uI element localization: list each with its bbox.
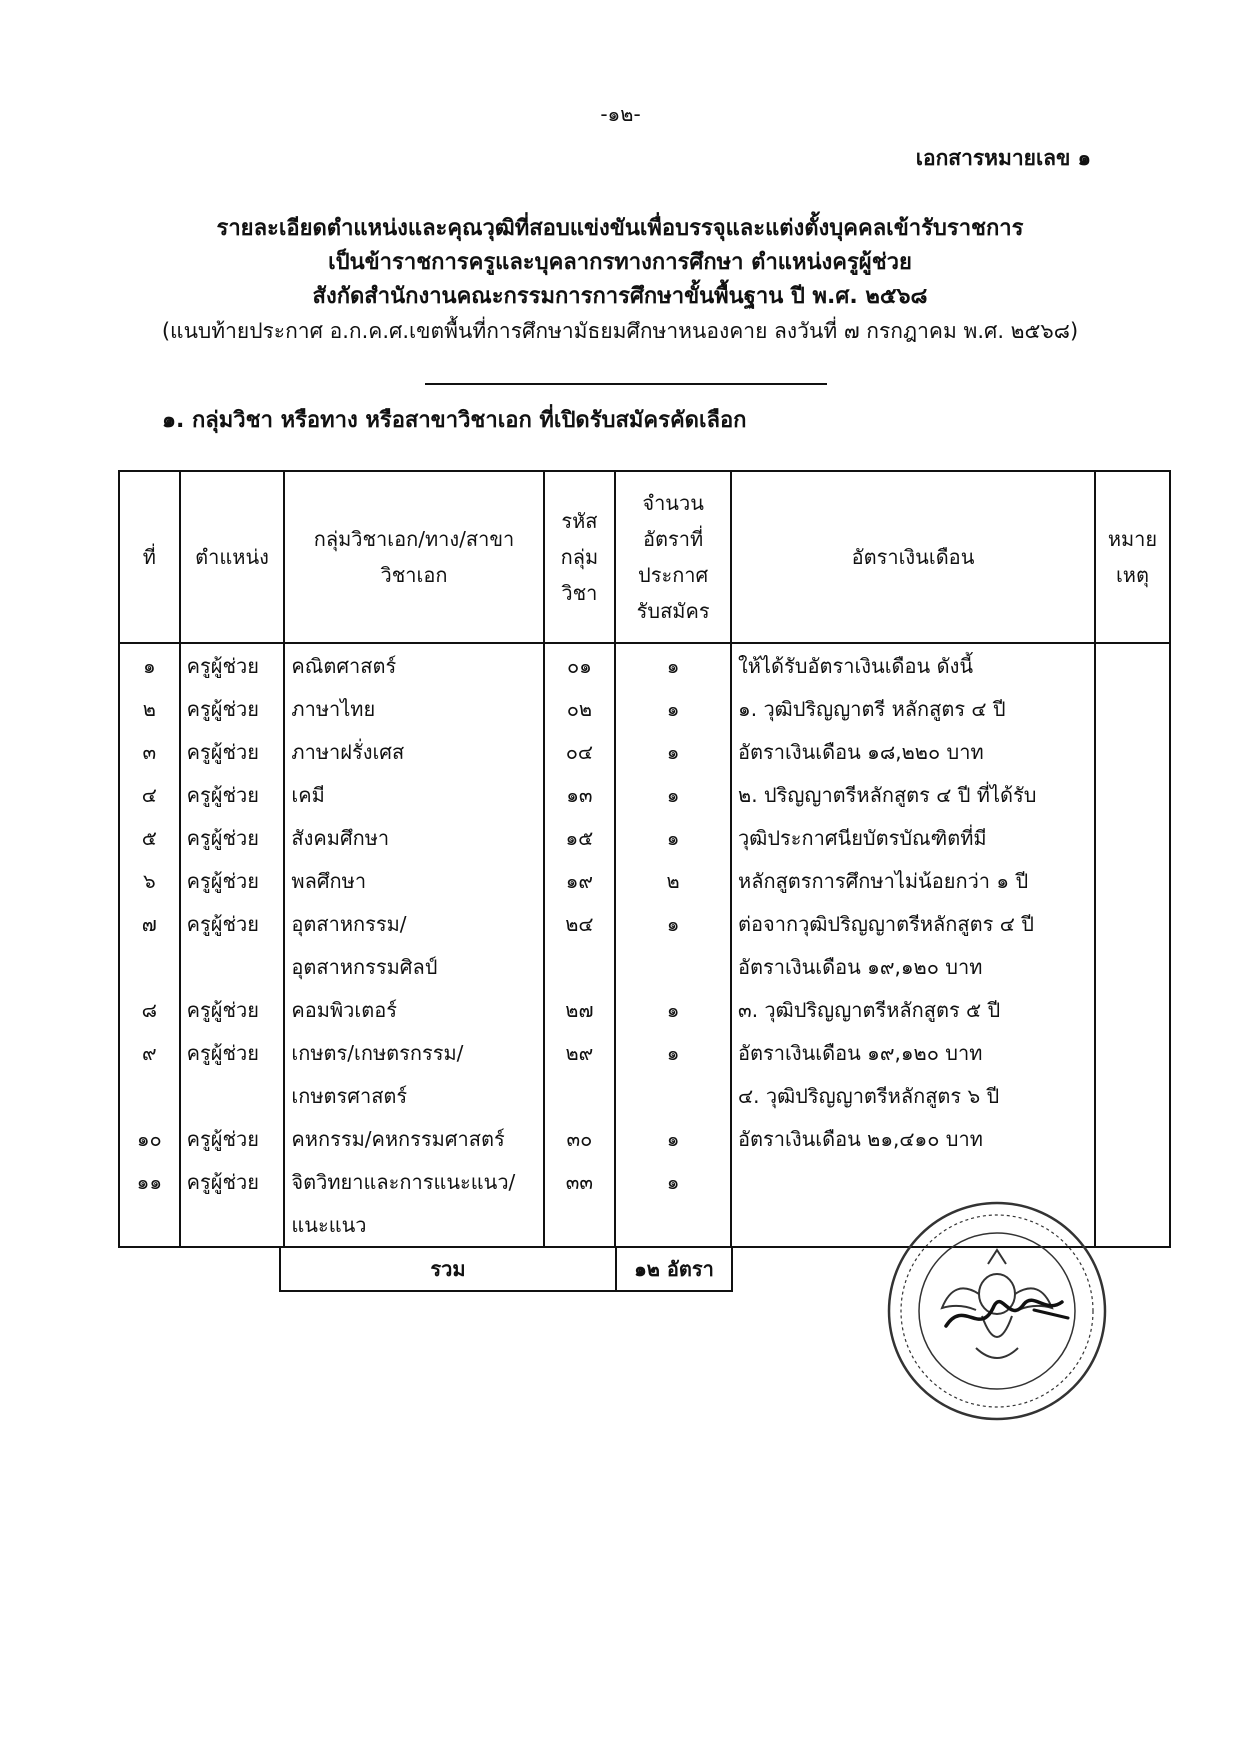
positions-table <box>118 470 1171 1248</box>
row-remarks <box>1095 988 1170 1031</box>
table-row <box>119 1074 1170 1117</box>
header-count-line-3: ประกาศ <box>638 563 709 587</box>
row-count: ๑ <box>615 1031 731 1074</box>
row-code: ๒๙ <box>544 1031 616 1074</box>
row-code: ๓๓ <box>544 1160 616 1203</box>
header-position: ตำแหน่ง <box>180 471 285 643</box>
row-count: ๑ <box>615 988 731 1031</box>
row-count <box>615 1074 731 1117</box>
row-position: ครูผู้ช่วย <box>180 902 285 945</box>
row-position: ครูผู้ช่วย <box>180 1031 285 1074</box>
row-code: ๐๒ <box>544 687 616 730</box>
header-no: ที่ <box>119 471 180 643</box>
row-number <box>119 945 180 988</box>
table-row <box>119 859 1170 902</box>
row-salary: ๒. ปริญญาตรีหลักสูตร ๔ ปี ที่ได้รับ <box>731 773 1095 816</box>
row-number: ๙ <box>119 1031 180 1074</box>
header-count-line-1: จำนวน <box>642 491 704 515</box>
row-count: ๑ <box>615 730 731 773</box>
row-remarks <box>1095 1074 1170 1117</box>
header-code-line-3: วิชา <box>561 581 598 605</box>
header-code-line-1: รหัส <box>561 509 598 533</box>
row-salary: หลักสูตรการศึกษาไม่น้อยกว่า ๑ ปี <box>731 859 1095 902</box>
row-position: ครูผู้ช่วย <box>180 859 285 902</box>
row-remarks <box>1095 773 1170 816</box>
title-divider <box>425 383 827 385</box>
header-code <box>544 471 616 643</box>
row-code: ๑๓ <box>544 773 616 816</box>
row-subject: จิตวิทยาและการแนะแนว/ <box>284 1160 543 1203</box>
row-number: ๕ <box>119 816 180 859</box>
row-subject: ภาษาไทย <box>284 687 543 730</box>
row-remarks <box>1095 1117 1170 1160</box>
row-subject: สังคมศึกษา <box>284 816 543 859</box>
row-subject: อุตสาหกรรมศิลป์ <box>284 945 543 988</box>
table-row <box>119 945 1170 988</box>
row-position <box>180 945 285 988</box>
header-count <box>615 471 731 643</box>
title-line-2: เป็นข้าราชการครูและบุคลากรทางการศึกษา ตำแหน่งครูผู้ช่วย <box>328 250 912 275</box>
row-position <box>180 1203 285 1247</box>
header-code-line-2: กลุ่ม <box>560 545 599 569</box>
official-seal-icon <box>884 1198 1110 1424</box>
row-subject: เกษตรศาสตร์ <box>284 1074 543 1117</box>
row-count: ๑ <box>615 902 731 945</box>
row-number: ๑๑ <box>119 1160 180 1203</box>
row-remarks <box>1095 643 1170 687</box>
row-code: ๓๐ <box>544 1117 616 1160</box>
row-subject: อุตสาหกรรม/ <box>284 902 543 945</box>
row-code: ๒๔ <box>544 902 616 945</box>
row-position: ครูผู้ช่วย <box>180 643 285 687</box>
header-count-line-4: รับสมัคร <box>636 599 710 623</box>
row-remarks <box>1095 730 1170 773</box>
row-code <box>544 1074 616 1117</box>
header-remarks-line-1: หมาย <box>1107 527 1158 551</box>
row-number <box>119 1074 180 1117</box>
table-row <box>119 643 1170 687</box>
row-position: ครูผู้ช่วย <box>180 816 285 859</box>
header-salary: อัตราเงินเดือน <box>731 471 1095 643</box>
row-code: ๑๙ <box>544 859 616 902</box>
row-subject: แนะแนว <box>284 1203 543 1247</box>
row-salary: อัตราเงินเดือน ๑๙,๑๒๐ บาท <box>731 1031 1095 1074</box>
row-remarks <box>1095 902 1170 945</box>
row-position <box>180 1074 285 1117</box>
row-count: ๑ <box>615 773 731 816</box>
row-salary: อัตราเงินเดือน ๒๑,๔๑๐ บาท <box>731 1117 1095 1160</box>
row-number: ๑๐ <box>119 1117 180 1160</box>
table-row <box>119 1117 1170 1160</box>
row-subject: คหกรรม/คหกรรมศาสตร์ <box>284 1117 543 1160</box>
row-number: ๘ <box>119 988 180 1031</box>
row-salary: ๔. วุฒิปริญญาตรีหลักสูตร ๖ ปี <box>731 1074 1095 1117</box>
row-salary: อัตราเงินเดือน ๑๘,๒๒๐ บาท <box>731 730 1095 773</box>
row-subject: เกษตร/เกษตรกรรม/ <box>284 1031 543 1074</box>
total-value: ๑๒ อัตรา <box>616 1247 732 1291</box>
row-remarks <box>1095 816 1170 859</box>
row-count <box>615 1203 731 1247</box>
row-count: ๑ <box>615 1117 731 1160</box>
total-table <box>279 1246 733 1292</box>
table-header-row <box>119 471 1170 643</box>
page-number: -๑๒- <box>600 102 641 126</box>
row-number: ๑ <box>119 643 180 687</box>
row-salary: ๑. วุฒิปริญญาตรี หลักสูตร ๔ ปี <box>731 687 1095 730</box>
row-remarks <box>1095 1160 1170 1203</box>
header-remarks <box>1095 471 1170 643</box>
header-subject-line-2: วิชาเอก <box>380 563 448 587</box>
row-count: ๑ <box>615 687 731 730</box>
row-code: ๐๑ <box>544 643 616 687</box>
header-subject-line-1: กลุ่มวิชาเอก/ทาง/สาขา <box>313 527 515 551</box>
row-number: ๗ <box>119 902 180 945</box>
row-code: ๑๕ <box>544 816 616 859</box>
row-remarks <box>1095 859 1170 902</box>
row-position: ครูผู้ช่วย <box>180 773 285 816</box>
row-remarks <box>1095 687 1170 730</box>
section-heading: ๑. กลุ่มวิชา หรือทาง หรือสาขาวิชาเอก ที่เปิดรับสมัครคัดเลือก <box>162 408 747 433</box>
row-code <box>544 1203 616 1247</box>
row-code: ๒๗ <box>544 988 616 1031</box>
total-row <box>280 1247 732 1291</box>
row-salary: ๓. วุฒิปริญญาตรีหลักสูตร ๕ ปี <box>731 988 1095 1031</box>
table-row <box>119 816 1170 859</box>
table-row <box>119 988 1170 1031</box>
row-position: ครูผู้ช่วย <box>180 1117 285 1160</box>
total-label: รวม <box>280 1247 616 1291</box>
row-count: ๒ <box>615 859 731 902</box>
document-reference: เอกสารหมายเลข ๑ <box>915 146 1091 170</box>
row-position: ครูผู้ช่วย <box>180 687 285 730</box>
row-position: ครูผู้ช่วย <box>180 988 285 1031</box>
row-count: ๑ <box>615 816 731 859</box>
row-number: ๔ <box>119 773 180 816</box>
row-code <box>544 945 616 988</box>
row-salary: อัตราเงินเดือน ๑๙,๑๒๐ บาท <box>731 945 1095 988</box>
header-remarks-line-2: เหตุ <box>1115 563 1149 587</box>
table-row <box>119 902 1170 945</box>
title-line-3: สังกัดสำนักงานคณะกรรมการการศึกษาขั้นพื้นฐาน ปี พ.ศ. ๒๕๖๘ <box>312 284 928 309</box>
table-row <box>119 1031 1170 1074</box>
row-count: ๑ <box>615 643 731 687</box>
row-subject: คอมพิวเตอร์ <box>284 988 543 1031</box>
row-salary: ต่อจากวุฒิปริญญาตรีหลักสูตร ๔ ปี <box>731 902 1095 945</box>
header-subject <box>284 471 543 643</box>
header-count-line-2: อัตราที่ <box>643 527 704 551</box>
table-row <box>119 773 1170 816</box>
row-subject: คณิตศาสตร์ <box>284 643 543 687</box>
row-subject: เคมี <box>284 773 543 816</box>
title-line-1: รายละเอียดตำแหน่งและคุณวุฒิที่สอบแข่งขันเพื่อบรรจุและแต่งตั้งบุคคลเข้ารับราชการ <box>216 216 1024 241</box>
row-subject: พลศึกษา <box>284 859 543 902</box>
row-position: ครูผู้ช่วย <box>180 730 285 773</box>
table-row <box>119 1160 1170 1203</box>
title-line-4: (แนบท้ายประกาศ อ.ก.ค.ศ.เขตพื้นที่การศึกษามัธยมศึกษาหนองคาย ลงวันที่ ๗ กรกฎาคม พ.ศ. ๒๕๖๘) <box>161 319 1079 343</box>
row-count: ๑ <box>615 1160 731 1203</box>
row-remarks <box>1095 1031 1170 1074</box>
row-subject: ภาษาฝรั่งเศส <box>284 730 543 773</box>
row-code: ๐๔ <box>544 730 616 773</box>
table-row <box>119 687 1170 730</box>
row-salary <box>731 1160 1095 1203</box>
row-position: ครูผู้ช่วย <box>180 1160 285 1203</box>
document-title <box>120 212 1120 348</box>
table-body <box>119 643 1170 1247</box>
row-number: ๓ <box>119 730 180 773</box>
row-remarks <box>1095 945 1170 988</box>
row-number: ๒ <box>119 687 180 730</box>
row-salary: วุฒิประกาศนียบัตรบัณฑิตที่มี <box>731 816 1095 859</box>
table-row <box>119 730 1170 773</box>
row-count <box>615 945 731 988</box>
row-number <box>119 1203 180 1247</box>
row-number: ๖ <box>119 859 180 902</box>
row-salary: ให้ได้รับอัตราเงินเดือน ดังนี้ <box>731 643 1095 687</box>
